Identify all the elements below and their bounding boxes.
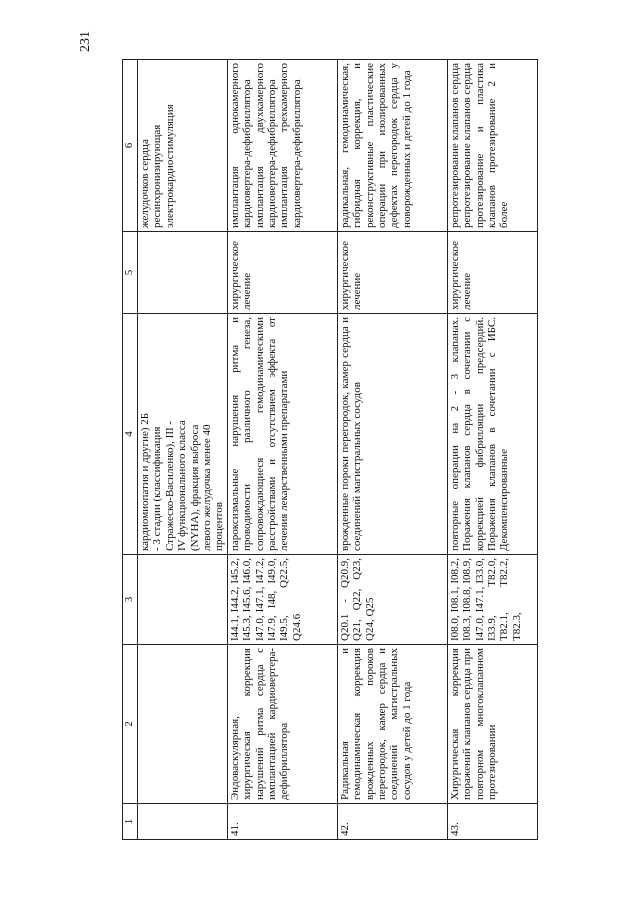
patient-model: врожденные пороки перегородок, камер сердца и соединений магистральных сосудов [337, 314, 447, 555]
column-number-1: 1 [123, 804, 138, 840]
patient-model: повторные операции на 2 - 3 клапанах. Поражения клапанов сердца в сочетании с коррекцией фибрилляции предсердий. Поражения клапанов в сочетании с ИБС. Декомпенсированные [447, 314, 537, 555]
method-line: желудочков сердца [139, 139, 151, 228]
model-line: Стражеско-Василенко), III - [163, 420, 176, 551]
document-table-rotated [122, 60, 535, 840]
model-line: (NYHA), фракция выброса [188, 424, 201, 551]
icd-codes: Q20.1 - Q20.9, Q21, Q22, Q23, Q24, Q25 [337, 555, 447, 645]
table-row [447, 60, 537, 840]
icd-codes: I44.1, I44.2, I45.2, I45.3, I45.6, I46.0, I47.0, I47.1, I47.2, I47.9, I48, I49.0, I49.5, Q22.5, Q24.6 [227, 555, 337, 645]
table-row [227, 60, 337, 840]
treatment-type: хирургическое лечение [447, 232, 537, 314]
medical-procedures-table [122, 59, 538, 840]
procedure-name: Радикальная и гемодинамическая коррекция врожденных пороков перегородок, камер сердца и соединений магистральных сосудов у детей до 1 года [337, 645, 447, 804]
page-number: 231 [78, 31, 93, 52]
procedure-name: Эндоваскулярная, хирургическая коррекция нарушений ритма сердца с имплантацией кардиовертера-дефибриллятора [227, 645, 337, 804]
column-number-4: 4 [123, 314, 138, 555]
icd-codes: I08.0, I08.1, I08.2, I08.3, I08.8, I08.9, I47.0, I47.1, I33.0, I33.9, T82.0, T82.1, T82.2, T82.3, [447, 555, 537, 645]
model-line: IV функционального класса [176, 420, 189, 551]
treatment-method: радикальная, гемодинамическая, гибридная коррекция, и реконструктивные пластические операции при изолированных дефектах перегородок сердца у новорожденных и детей до 1 года [337, 60, 447, 232]
treatment-method: репротезирование клапанов сердца репротезирование клапанов сердца протезирование и пластика клапанов протезирование 2 и более [447, 60, 537, 232]
column-number-6: 6 [123, 60, 138, 232]
method-line: ресинхронизирующая [151, 124, 164, 228]
row-number: 41. [227, 804, 337, 840]
column-number-5: 5 [123, 232, 138, 314]
column-number-3: 3 [123, 555, 138, 645]
column-number-row [123, 60, 138, 840]
model-line: кардиомиопатия и другие) 2Б [139, 412, 151, 551]
method-line: электрокардиостимуляция [163, 104, 176, 228]
continuation-model-cell [138, 314, 228, 555]
continuation-method-cell [138, 60, 228, 232]
continuation-num-cell [138, 804, 228, 840]
treatment-method: имплантация однокамерного кардиовертера-дефибриллятора имплантация двухкамерного кардиовертера-дефибриллятора имплантация трехкамерного кардиовертера-дефибриллятора [227, 60, 337, 232]
column-number-2: 2 [123, 645, 138, 804]
row-number: 42. [337, 804, 447, 840]
patient-model: пароксизмальные нарушения ритма и проводимости различного генеза, сопровождающиеся гемодинамическими расстройствами и отсутствием эффекта от лечения лекарственными препаратами [227, 314, 337, 555]
model-line: - 3 стадии (классификация [151, 426, 164, 551]
table-row [337, 60, 447, 840]
treatment-type: хирургическое лечение [337, 232, 447, 314]
model-line: процентов [213, 502, 226, 551]
model-line: левого желудочка менее 40 [201, 424, 214, 551]
continuation-name-cell [138, 645, 228, 804]
continuation-row [138, 60, 228, 840]
treatment-type: хирургическое лечение [227, 232, 337, 314]
continuation-treatment-cell [138, 232, 228, 314]
procedure-name: Хирургическая коррекция поражений клапанов сердца при повторном многоклапанном протезировании [447, 645, 537, 804]
row-number: 43. [447, 804, 537, 840]
continuation-codes-cell [138, 555, 228, 645]
